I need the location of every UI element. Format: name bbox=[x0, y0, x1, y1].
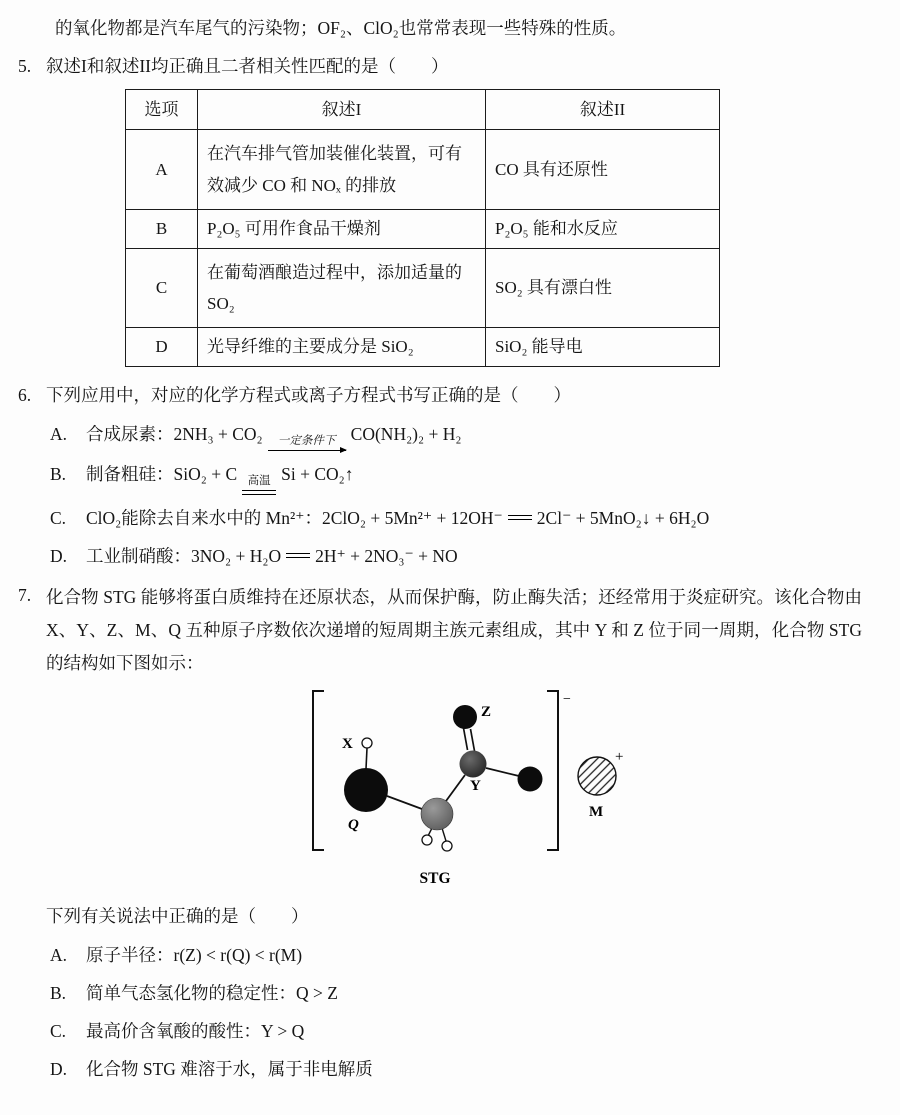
atom-x-sphere bbox=[362, 738, 372, 748]
option-text: 原子半径：r(Z) < r(Q) < r(M) bbox=[86, 945, 303, 965]
option-letter: B bbox=[126, 210, 198, 248]
question-6-stem: 下列应用中，对应的化学方程式或离子方程式书写正确的是（ ） bbox=[46, 384, 571, 405]
reaction-name: 制备粗硅： bbox=[86, 463, 174, 484]
q6-option-a bbox=[50, 420, 866, 451]
option-letter: C bbox=[126, 248, 198, 328]
bond-c-h2 bbox=[442, 828, 446, 841]
option-label: A. bbox=[50, 423, 68, 444]
reaction-arrow bbox=[268, 450, 346, 451]
equation-right: CO(NH₂)₂ + H₂ bbox=[350, 423, 462, 444]
condition-text: 高温 bbox=[247, 474, 271, 487]
bond-y-o bbox=[486, 768, 519, 776]
diagram-caption: STG bbox=[418, 869, 451, 887]
q7-option-c bbox=[50, 1017, 866, 1046]
option-letter: A bbox=[126, 130, 198, 210]
option-text: 最高价含氧酸的酸性：Y > Q bbox=[86, 1020, 305, 1041]
option-text: 简单气态氢化物的稳定性：Q > Z bbox=[86, 982, 338, 1003]
option-label: B. bbox=[50, 982, 67, 1003]
option-label: D. bbox=[50, 1058, 68, 1079]
reaction-name: ClO₂能除去自来水中的 Mn²⁺： bbox=[86, 508, 322, 528]
statement-1: 在汽车排气管加装催化装置，可有效减少 CO 和 NOₓ 的排放 bbox=[198, 130, 486, 210]
statement-2: CO 具有还原性 bbox=[486, 130, 720, 210]
question-7-number: 7. bbox=[18, 584, 32, 605]
statement-1: P₂O₅ 可用作食品干燥剂 bbox=[198, 210, 486, 248]
header-statement-1: 叙述I bbox=[198, 89, 486, 129]
question-5 bbox=[18, 52, 866, 371]
question-7-ask: 下列有关说法中正确的是（ ） bbox=[46, 906, 309, 927]
bracket-right bbox=[547, 691, 558, 850]
double-bond-line-1 bbox=[463, 728, 467, 750]
atom-h2-sphere bbox=[442, 841, 452, 851]
equation-right: 2Cl⁻ + 5MnO₂↓ + 6H₂O bbox=[536, 508, 710, 528]
label-m: M bbox=[588, 803, 603, 820]
q7-option-b bbox=[50, 979, 866, 1008]
atom-h1-sphere bbox=[422, 835, 432, 845]
double-equals bbox=[508, 515, 532, 520]
continuation-line: 的氧化物都是汽车尾气的污染物；OF₂、ClO₂也常常表现一些特殊的性质。 bbox=[55, 18, 627, 38]
table-row-b bbox=[126, 210, 720, 248]
equation-left: 2ClO₂ + 5Mn²⁺ + 12OH⁻ bbox=[321, 508, 503, 528]
equation-left: SiO₂ + C bbox=[173, 463, 238, 484]
question-6-number: 6. bbox=[18, 384, 32, 405]
atom-q-sphere bbox=[344, 768, 388, 812]
label-x: X bbox=[341, 735, 353, 752]
statement-1: 在葡萄酒酿造过程中，添加适量的 SO₂ bbox=[198, 248, 486, 328]
atom-z-sphere bbox=[453, 705, 477, 729]
option-label: A. bbox=[50, 945, 68, 965]
table-row-a bbox=[126, 130, 720, 210]
option-text: 化合物 STG 难溶于水，属于非电解质 bbox=[86, 1058, 373, 1079]
question-5-stem: 叙述I和叙述II均正确且二者相关性匹配的是（ ） bbox=[46, 56, 449, 76]
stg-structure-diagram bbox=[300, 687, 645, 899]
equation-right: Si + CO₂↑ bbox=[281, 463, 354, 484]
option-label: C. bbox=[50, 508, 67, 528]
statement-2: SiO₂ 能导电 bbox=[486, 328, 720, 366]
question-5-number: 5. bbox=[18, 56, 32, 76]
statement-1: 光导纤维的主要成分是 SiO₂ bbox=[198, 328, 486, 366]
double-bond-line-2 bbox=[470, 729, 474, 751]
label-q: Q bbox=[347, 816, 359, 833]
option-label: B. bbox=[50, 463, 67, 484]
condition-text: 一定条件下 bbox=[277, 434, 336, 447]
q6-option-d bbox=[50, 542, 866, 571]
condition-arrow bbox=[268, 435, 346, 451]
bond-c-y bbox=[446, 775, 465, 801]
bond-q-c bbox=[387, 796, 422, 809]
question-7-stem: 化合物 STG 能够将蛋白质维持在还原状态，从而保护酶，防止酶失活；还经常用于炎症研究。该化合物由 X、Y、Z、M、Q 五种原子序数依次递增的短周期主族元素组成，其中 Y 和 Z 位于同一周期，化合物 STG 的结构如下图如示： bbox=[46, 586, 862, 674]
label-z: Z bbox=[480, 703, 491, 720]
atom-o-sphere bbox=[517, 766, 542, 791]
statement-2: SO₂ 具有漂白性 bbox=[486, 248, 720, 328]
option-letter: D bbox=[126, 328, 198, 366]
bond-x-q bbox=[366, 748, 367, 769]
table-header-row bbox=[126, 89, 720, 129]
reaction-name: 合成尿素： bbox=[86, 423, 174, 444]
atom-c-sphere bbox=[421, 798, 453, 830]
equation-right: 2H⁺ + 2NO₃⁻ + NO bbox=[315, 545, 458, 566]
atom-y-sphere bbox=[459, 750, 486, 777]
condition-equals bbox=[242, 475, 276, 495]
charge-minus: − bbox=[562, 691, 571, 707]
bracket-left bbox=[313, 691, 324, 850]
equation-left: 3NO₂ + H₂O bbox=[191, 545, 282, 566]
q6-option-b bbox=[50, 460, 866, 495]
table-row-c bbox=[126, 248, 720, 328]
q7-option-a bbox=[50, 941, 866, 970]
double-equals bbox=[286, 553, 310, 558]
statements-table bbox=[125, 89, 720, 367]
charge-plus: + bbox=[614, 748, 623, 765]
atom-m-sphere bbox=[578, 757, 616, 795]
q7-option-d bbox=[50, 1055, 866, 1084]
molecular-structure-svg bbox=[300, 687, 645, 889]
statement-2: P₂O₅ 能和水反应 bbox=[486, 210, 720, 248]
reaction-name: 工业制硝酸： bbox=[86, 545, 191, 566]
question-7 bbox=[18, 581, 866, 1084]
option-label: D. bbox=[50, 545, 68, 566]
question-6 bbox=[18, 381, 866, 571]
option-label: C. bbox=[50, 1020, 67, 1041]
double-line bbox=[242, 490, 276, 495]
table-row-d bbox=[126, 328, 720, 366]
label-y: Y bbox=[469, 777, 481, 794]
header-statement-2: 叙述II bbox=[486, 89, 720, 129]
q6-option-c bbox=[50, 504, 866, 533]
header-option: 选项 bbox=[126, 89, 198, 129]
equation-left: 2NH₃ + CO₂ bbox=[173, 423, 263, 444]
